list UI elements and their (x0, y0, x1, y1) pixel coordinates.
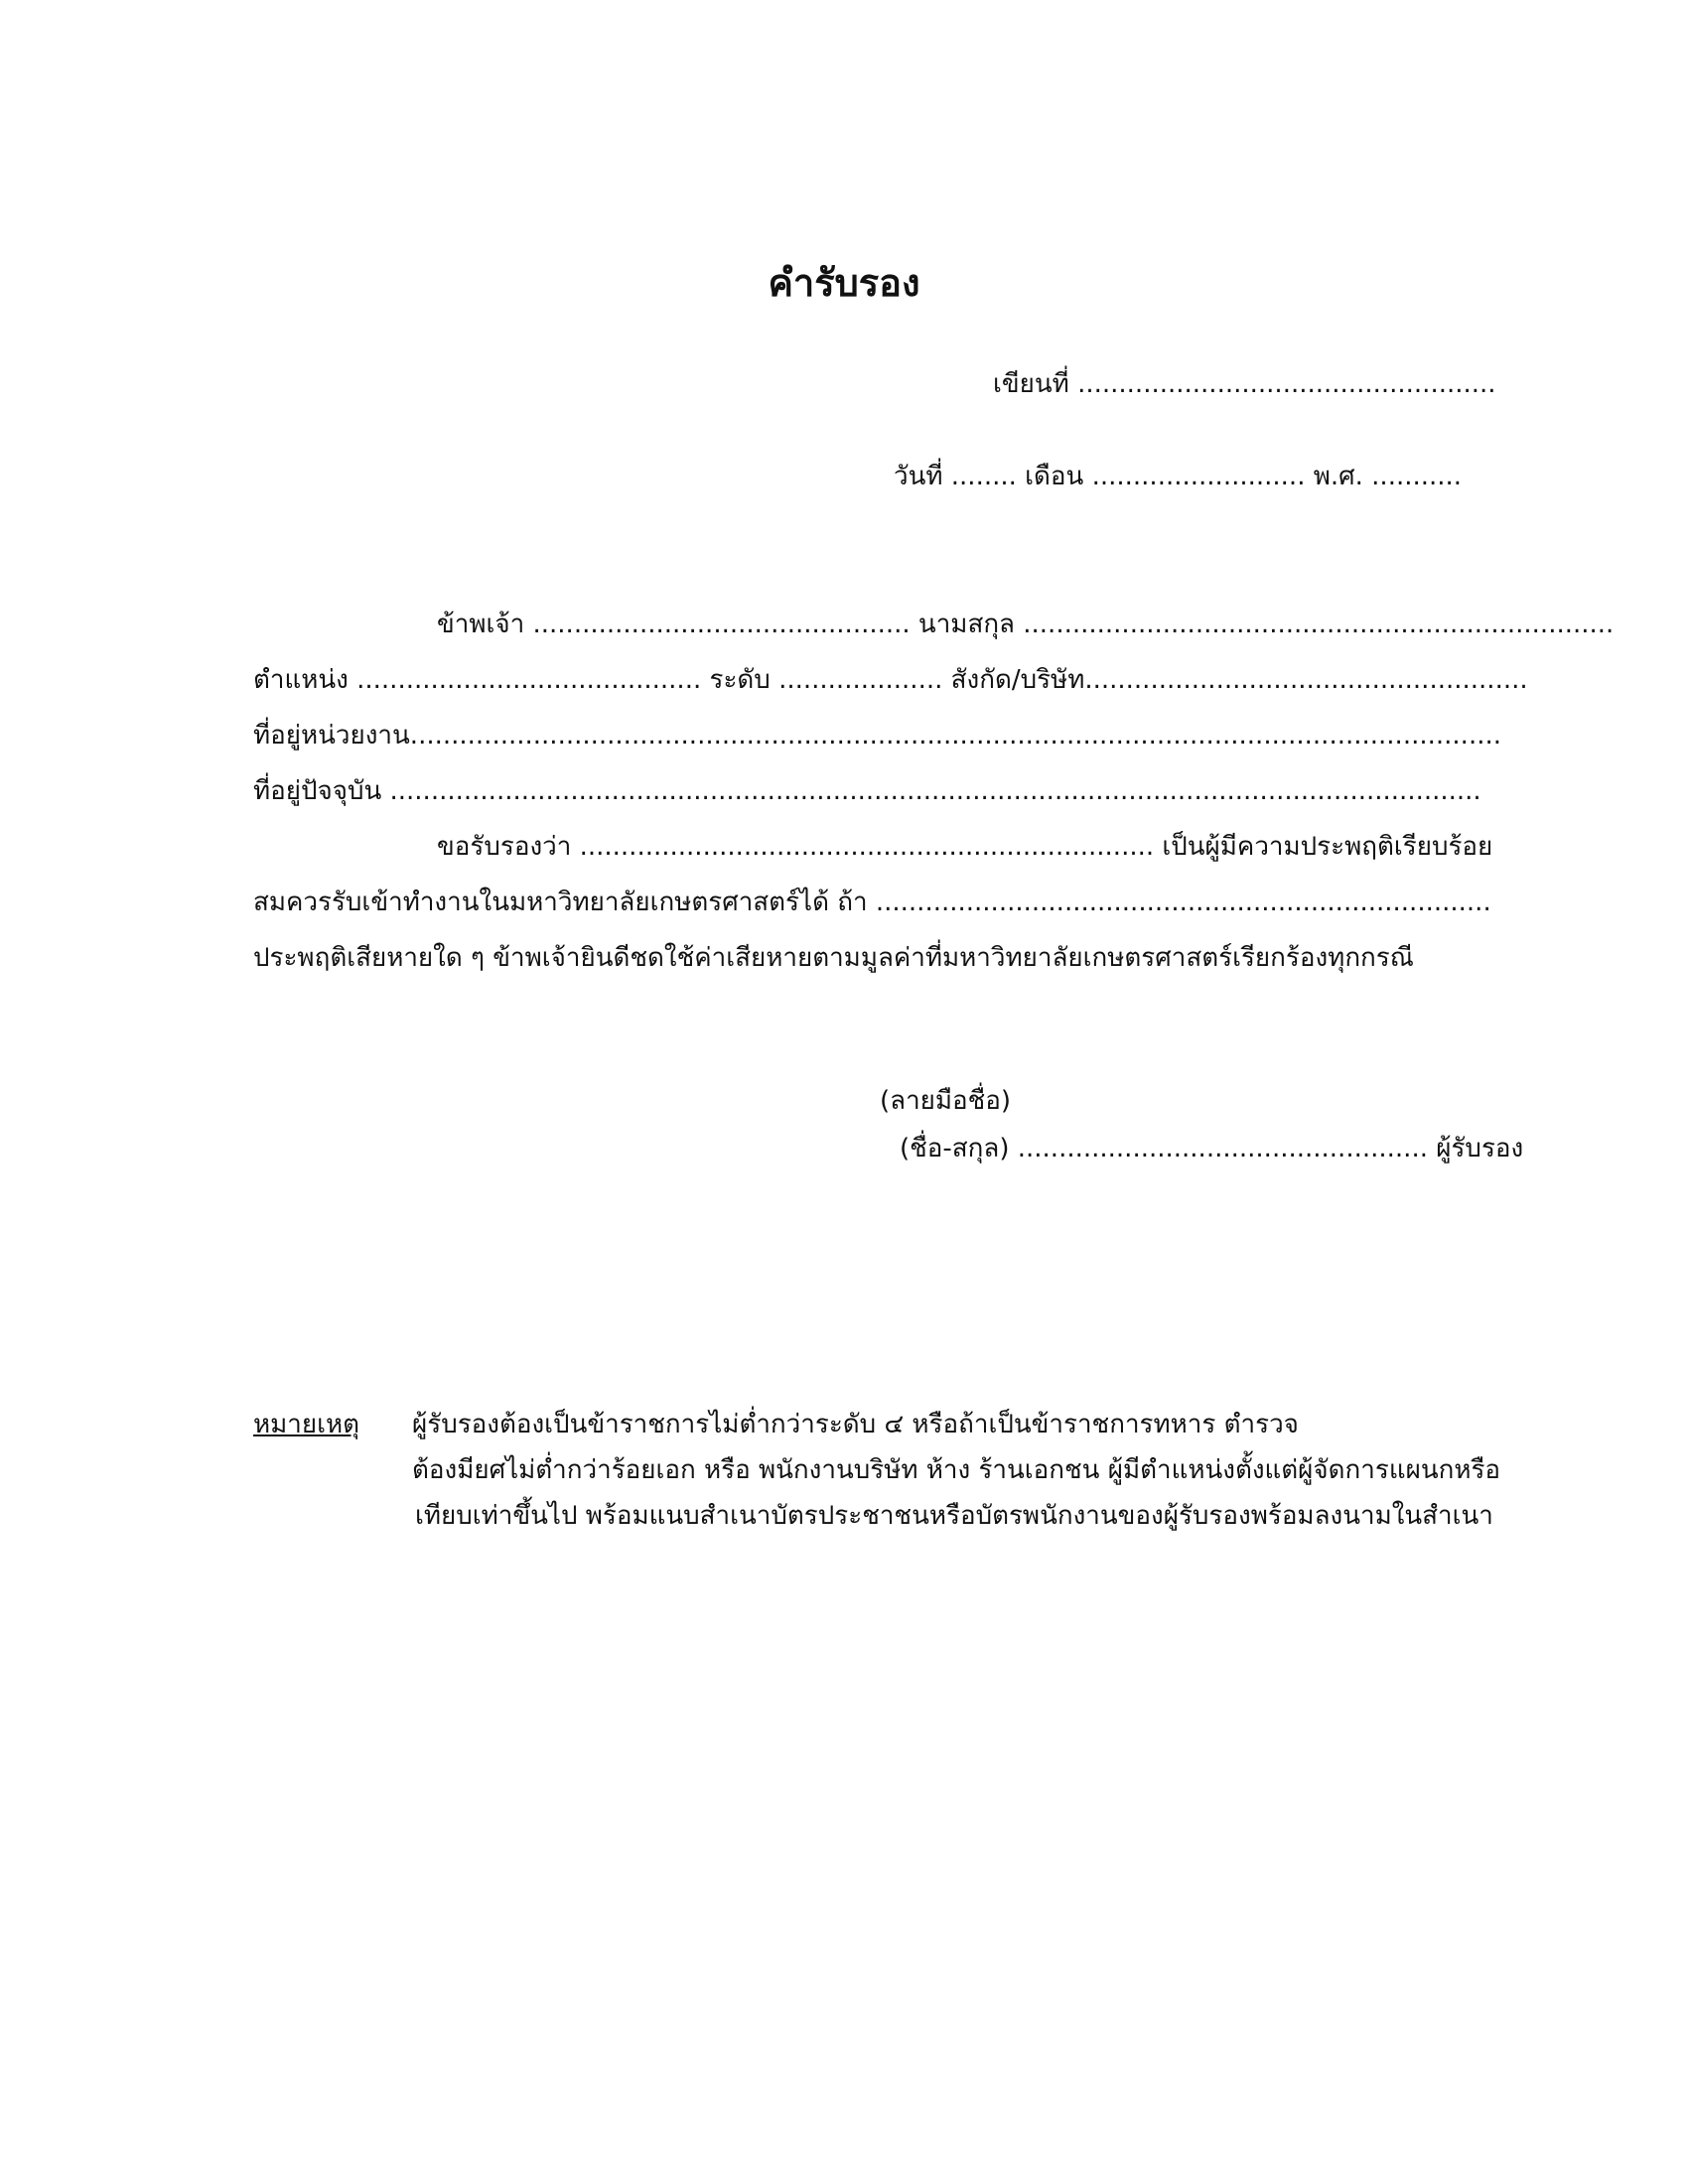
liability-line: ประพฤติเสียหายใด ๆ ข้าพเจ้ายินดีชดใช้ค่าเสียหายตามมูลค่าที่มหาวิทยาลัยเกษตรศาสตร์เรียกร้องทุกกรณี (253, 943, 1414, 973)
note-line-2: ต้องมียศไม่ต่ำกว่าร้อยเอก หรือ พนักงานบริษัท ห้าง ร้านเอกชน ผู้มีตำแหน่งตั้งแต่ผู้จัดการแผนกหรือ (412, 1455, 1501, 1485)
employment-line: สมควรรับเข้าทำงานในมหาวิทยาลัยเกษตรศาสตร์ได้ ถ้า ........................................................................... (253, 887, 1491, 917)
note-line-3: เทียบเท่าขึ้นไป พร้อมแนบสำเนาบัตรประชาชนหรือบัตรพนักงานของผู้รับรองพร้อมลงนามในสำเนา (415, 1501, 1493, 1531)
current-address-line: ที่อยู่ปัจจุบัน ..................................................................................................................................... (253, 776, 1481, 806)
certify-person-line: ขอรับรองว่า ...................................................................... เป็นผู้มีความประพฤติเรียบร้อย (437, 832, 1493, 862)
note-label: หมายเหตุ (253, 1410, 360, 1439)
certifier-name-signature-line: (ชื่อ-สกุล) .................................................. ผู้รับรอง (900, 1134, 1524, 1163)
form-title: คำรับรอง (768, 261, 920, 305)
signature-label: (ลายมือชื่อ) (880, 1086, 1012, 1116)
certifier-name-line: ข้าพเจ้า .............................................. นามสกุล ........................................................................ (437, 610, 1615, 639)
position-line: ตำแหน่ง .......................................... ระดับ .................... สังกัด/บริษัท...................................................... (253, 665, 1528, 695)
date-field: วันที่ ........ เดือน .......................... พ.ศ. ........... (894, 462, 1463, 491)
written-at-field: เขียนที่ ................................................... (993, 369, 1496, 399)
work-address-line: ที่อยู่หน่วยงาน..................................................................................................................................... (253, 721, 1502, 751)
note-line-1: ผู้รับรองต้องเป็นข้าราชการไม่ต่ำกว่าระดับ ๔ หรือถ้าเป็นข้าราชการทหาร ตำรวจ (412, 1410, 1299, 1439)
